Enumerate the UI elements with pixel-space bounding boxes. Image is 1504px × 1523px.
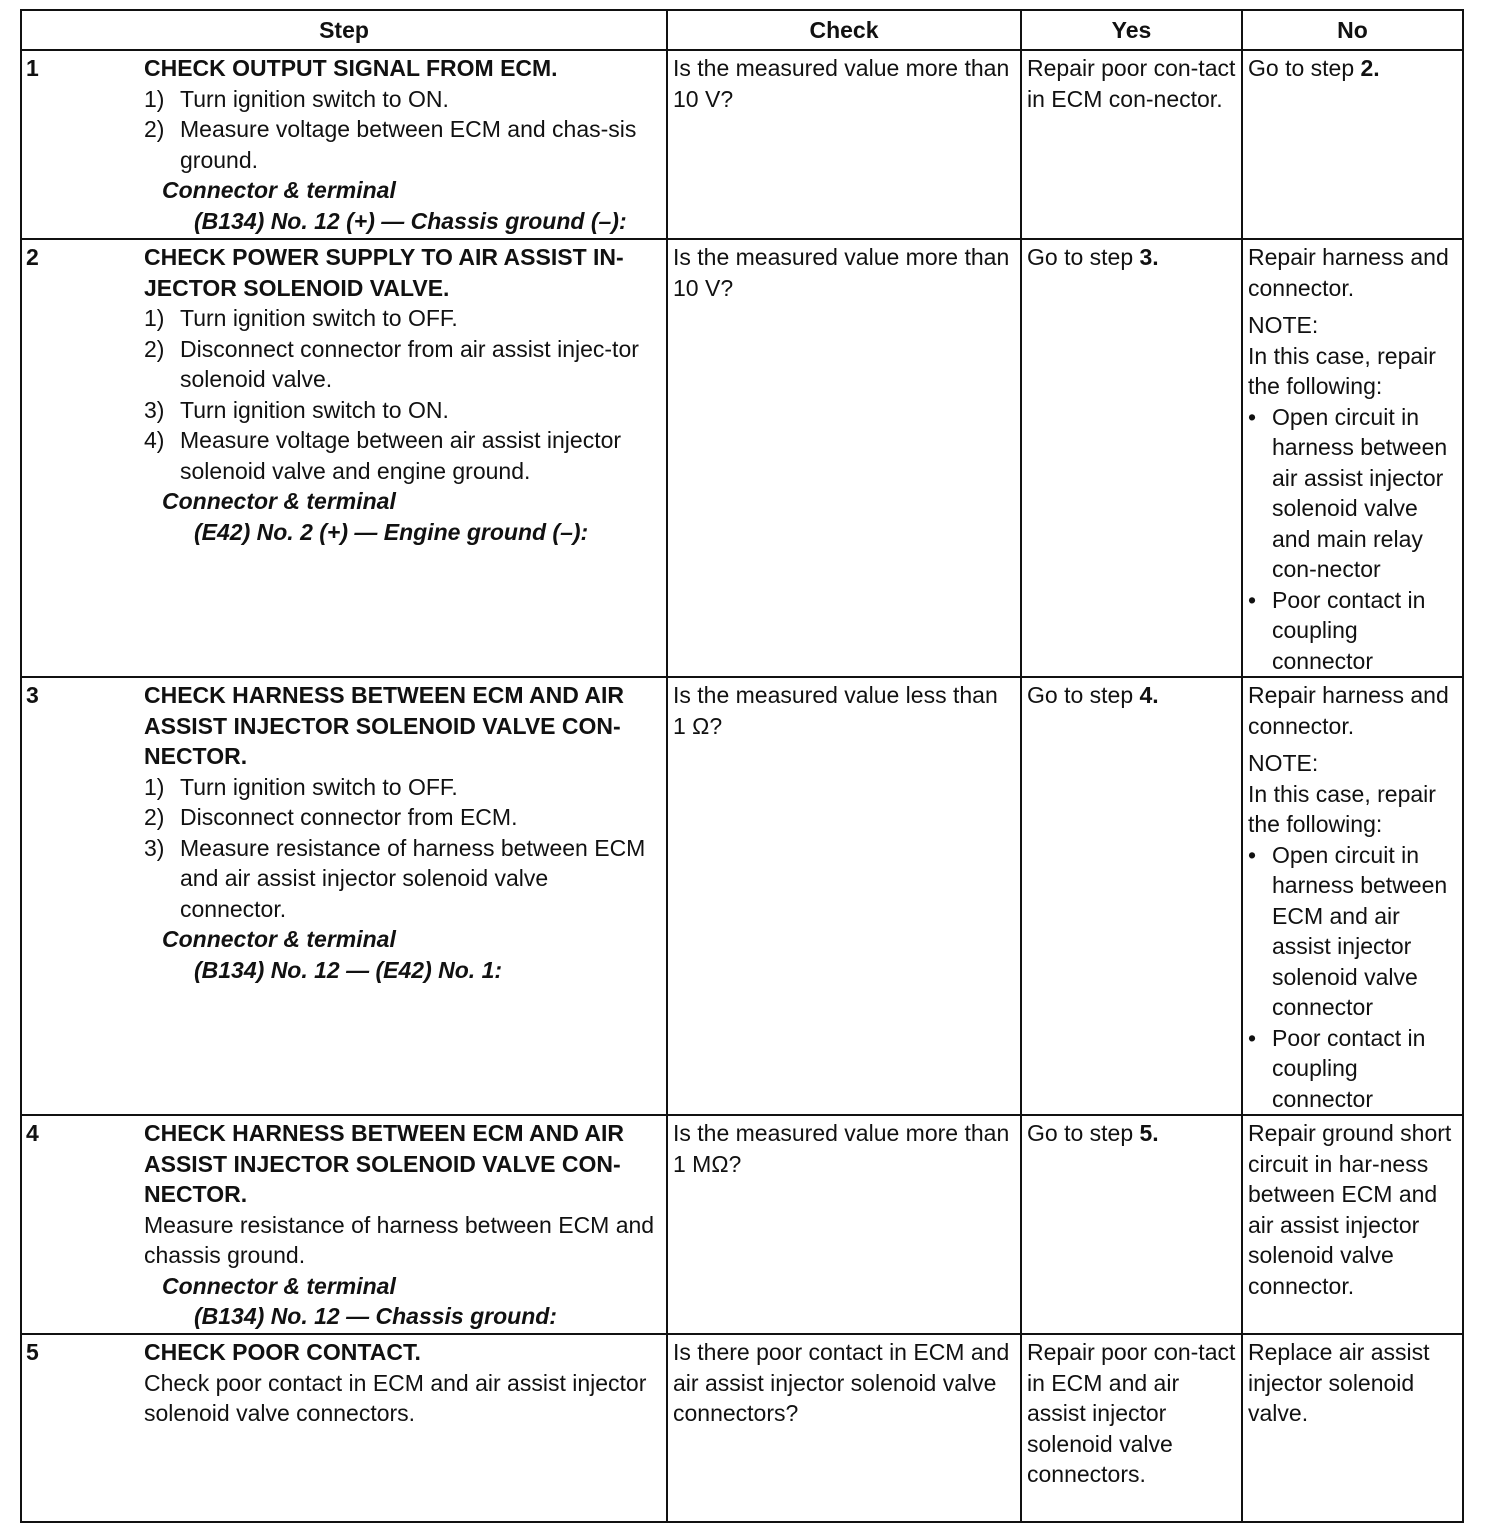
bullet-item: • Open circuit in harness between air assist injector solenoid valve and main relay con-nector <box>1248 403 1448 582</box>
sub-step: 2) Disconnect connector from ECM. <box>144 804 518 830</box>
yes-cell: Repair poor con-tact in ECM and air assist injector solenoid valve connectors. <box>1021 1334 1242 1522</box>
header-check: Check <box>667 10 1021 50</box>
sub-step: 1) Turn ignition switch to OFF. <box>144 773 458 800</box>
sub-step: 3) Measure resistance of harness between ECM and air assist injector solenoid valve connector. <box>144 834 646 922</box>
step-description: Check poor contact in ECM and air assist injector solenoid valve connectors. <box>144 1369 647 1426</box>
connector-label: Connector & terminal <box>162 177 396 203</box>
sub-step: 1) Turn ignition switch to OFF. <box>144 305 458 331</box>
diagnostic-table <box>20 9 1464 1523</box>
step-number: 2 <box>26 244 39 270</box>
step-number: 3 <box>26 682 39 708</box>
table-row <box>21 1334 1463 1522</box>
yes-cell: Go to step 5. <box>1021 1115 1242 1334</box>
check-cell: Is the measured value more than 10 V? <box>667 50 1021 239</box>
check-cell: Is there poor contact in ECM and air assist injector solenoid valve connectors? <box>667 1334 1021 1522</box>
step-cell <box>21 239 667 677</box>
step-cell <box>21 1115 667 1334</box>
terminal-spec: (B134) No. 12 (+) — Chassis ground (–): <box>194 207 627 234</box>
step-cell <box>21 1334 667 1522</box>
step-cell <box>21 677 667 1115</box>
check-cell: Is the measured value more than 1 MΩ? <box>667 1115 1021 1334</box>
check-cell: Is the measured value more than 10 V? <box>667 239 1021 677</box>
step-reference: 5. <box>1139 1120 1159 1146</box>
sub-step: 1) Turn ignition switch to ON. <box>144 85 449 112</box>
step-title: CHECK OUTPUT SIGNAL FROM ECM. <box>144 55 558 81</box>
connector-label: Connector & terminal <box>162 488 396 514</box>
step-title: CHECK POWER SUPPLY TO AIR ASSIST IN-JECTOR SOLENOID VALVE. <box>144 244 624 301</box>
table-row <box>21 677 1463 1115</box>
step-title: CHECK HARNESS BETWEEN ECM AND AIR ASSIST INJECTOR SOLENOID VALVE CON-NECTOR. <box>144 1120 625 1207</box>
sub-step: 3) Turn ignition switch to ON. <box>144 396 449 423</box>
header-step: Step <box>21 10 667 50</box>
note-text: In this case, repair the following: <box>1248 780 1436 837</box>
header-yes: Yes <box>1021 10 1242 50</box>
step-number: 5 <box>26 1339 39 1365</box>
header-no: No <box>1242 10 1463 50</box>
connector-label: Connector & terminal <box>162 1272 396 1299</box>
step-number: 1 <box>26 55 39 81</box>
terminal-spec: (E42) No. 2 (+) — Engine ground (–): <box>194 518 589 545</box>
bullet-item: • Open circuit in harness between ECM and air assist injector solenoid valve connector <box>1248 841 1448 1020</box>
step-reference: 3. <box>1139 244 1159 270</box>
yes-cell: Repair poor con-tact in ECM con-nector. <box>1021 50 1242 239</box>
step-description: Measure resistance of harness between ECM and chassis ground. <box>144 1211 655 1268</box>
note-label: NOTE: <box>1248 312 1319 338</box>
table-row <box>21 50 1463 239</box>
yes-cell: Go to step 4. <box>1021 677 1242 1115</box>
bullet-item: • Poor contact in coupling connector <box>1248 1024 1426 1112</box>
no-cell: Repair harness and connector. NOTE: In this case, repair the following: • Open circuit in harness between ECM and air assist injector solenoid valve connector • Poor contact in coupling connector <box>1242 677 1463 1115</box>
sub-step: 2) Disconnect connector from air assist injec-tor solenoid valve. <box>144 335 639 392</box>
table-row <box>21 1115 1463 1334</box>
yes-cell: Go to step 3. <box>1021 239 1242 677</box>
no-cell: Repair ground short circuit in har-ness between ECM and air assist injector solenoid valve connector. <box>1242 1115 1463 1334</box>
bullet-item: • Poor contact in coupling connector <box>1248 586 1426 674</box>
step-cell <box>21 50 667 239</box>
terminal-spec: (B134) No. 12 — Chassis ground: <box>194 1303 557 1329</box>
table-row <box>21 239 1463 677</box>
step-reference: 2. <box>1360 55 1380 81</box>
header-row <box>21 10 1463 50</box>
step-title: CHECK POOR CONTACT. <box>144 1339 421 1365</box>
check-cell: Is the measured value less than 1 Ω? <box>667 677 1021 1115</box>
step-number: 4 <box>26 1120 39 1146</box>
connector-label: Connector & terminal <box>162 926 396 952</box>
no-cell: Go to step 2. <box>1242 50 1463 239</box>
step-reference: 4. <box>1139 682 1159 708</box>
terminal-spec: (B134) No. 12 — (E42) No. 1: <box>194 956 503 983</box>
note-label: NOTE: <box>1248 750 1319 776</box>
note-text: In this case, repair the following: <box>1248 342 1436 399</box>
no-cell: Replace air assist injector solenoid valve. <box>1242 1334 1463 1522</box>
sub-step: 2) Measure voltage between ECM and chas-sis ground. <box>144 116 637 173</box>
sub-step: 4) Measure voltage between air assist injector solenoid valve and engine ground. <box>144 427 622 484</box>
step-title: CHECK HARNESS BETWEEN ECM AND AIR ASSIST INJECTOR SOLENOID VALVE CON-NECTOR. <box>144 682 625 769</box>
no-cell: Repair harness and connector. NOTE: In this case, repair the following: • Open circuit in harness between air assist injector solenoid valve and main relay con-nector • Poor contact in coupling connector <box>1242 239 1463 677</box>
